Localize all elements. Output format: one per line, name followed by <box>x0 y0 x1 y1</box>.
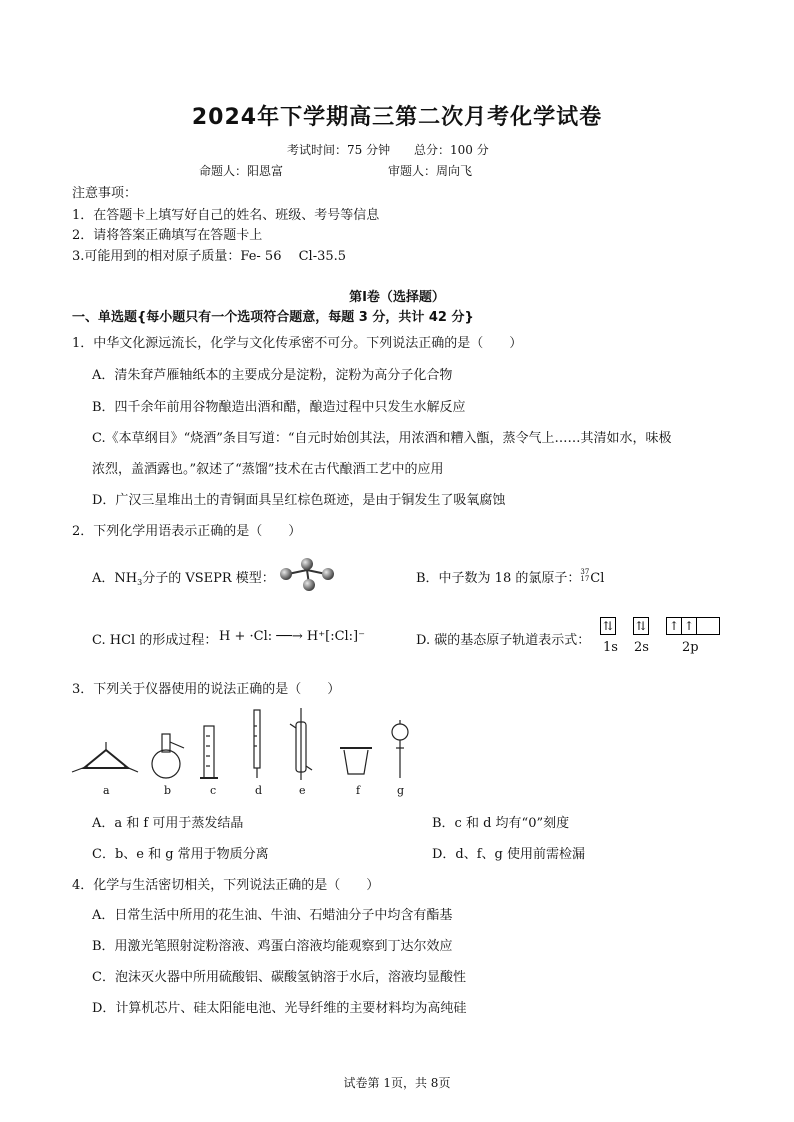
notes-heading: 注意事项： <box>72 186 138 201</box>
section-subtitle: 一、单选题{每小题只有一个选项符合题意，每题 3 分，共计 42 分} <box>72 310 474 325</box>
q4-option-d: D．计算机芯片、硅太阳能电池、光导纤维的主要材料均为高纯硅 <box>92 1001 467 1016</box>
q3-stem: 3．下列关于仪器使用的说法正确的是（ ） <box>72 682 341 697</box>
label-f: f <box>356 784 361 797</box>
label-b: b <box>164 784 172 797</box>
lab-apparatus-figure <box>70 706 420 782</box>
q1-option-a: A．清朱耷芦雁轴纸本的主要成分是淀粉，淀粉为高分子化合物 <box>92 368 453 383</box>
apparatus-c-graduated-cylinder <box>200 726 218 778</box>
label-e: e <box>299 784 306 797</box>
q1-stem: 1．中华文化源远流长，化学与文化传承密不可分。下列说法正确的是（ ） <box>72 336 523 351</box>
orbital-2s: ⇅ <box>633 617 649 635</box>
apparatus-a-clay-triangle <box>72 742 138 772</box>
q2-option-c: C. HCl 的形成过程： <box>92 633 218 648</box>
hcl-formation-formula: H + ·Cl: ──→ H⁺[:Cl:]⁻ <box>219 629 365 644</box>
exam-time: 考试时间：75 分钟 <box>287 143 391 157</box>
section-title: 第Ⅰ卷（选择题） <box>349 290 445 305</box>
label-d: d <box>255 784 263 797</box>
orbital-label-2p: 2p <box>682 640 699 655</box>
apparatus-b-distilling-flask <box>152 734 184 778</box>
q1-option-c: C.《本草纲目》“烧酒”条目写道：“自元时始创其法，用浓酒和糟入甑，蒸令气上……其清如水，味极 <box>92 431 672 446</box>
nh3-vsepr-model <box>276 556 338 592</box>
q4-option-a: A．日常生活中所用的花生油、牛油、石蜡油分子中均含有酯基 <box>92 908 453 923</box>
label-c: c <box>210 784 217 797</box>
apparatus-e-condenser <box>290 708 312 780</box>
q4-option-c: C．泡沫灭火器中所用硫酸铝、碳酸氢钠溶于水后，溶液均显酸性 <box>92 970 466 985</box>
q1-option-c-cont: 浓烈，盖酒露也。”叙述了“蒸馏”技术在古代酿酒工艺中的应用 <box>92 462 444 477</box>
page-footer: 试卷第 1页，共 8页 <box>343 1076 451 1090</box>
total-score: 总分：100 分 <box>414 143 489 157</box>
apparatus-g-separatory-funnel <box>392 720 408 778</box>
apparatus-d-burette <box>254 710 260 778</box>
orbital-2p-x: ↑ <box>666 617 682 635</box>
q4-stem: 4．化学与生活密切相关，下列说法正确的是（ ） <box>72 878 380 893</box>
orbital-2p-y: ↑ <box>681 617 697 635</box>
orbital-2p-z <box>696 617 720 635</box>
q2-option-a: A．$NH_3$分子的 VSEPR 模型： <box>92 571 275 587</box>
orbital-1s: ⇅ <box>600 617 616 635</box>
q2-option-b: B．中子数为 18 的氯原子：37 17Cl <box>416 568 605 586</box>
q2-option-d: D. 碳的基态原子轨道表示式： <box>416 633 591 648</box>
author: 命题人：阳恩富 <box>199 164 284 178</box>
note-item: 2．请将答案正确填写在答题卡上 <box>72 228 263 243</box>
q1-option-d: D．广汉三星堆出土的青铜面具呈红棕色斑迹，是由于铜发生了吸氧腐蚀 <box>92 493 506 508</box>
label-a: a <box>103 784 110 797</box>
q3-option-b: B．c 和 d 均有“0”刻度 <box>432 816 570 831</box>
note-item: 3.可能用到的相对原子质量：Fe- 56 Cl-35.5 <box>72 249 347 264</box>
q3-option-a: A．a 和 f 可用于蒸发结晶 <box>92 816 244 831</box>
reviewer: 审题人：周向飞 <box>388 164 473 178</box>
apparatus-f-crucible <box>340 748 372 774</box>
q4-option-b: B．用激光笔照射淀粉溶液、鸡蛋白溶液均能观察到丁达尔效应 <box>92 939 453 954</box>
orbital-label-1s: 1s <box>603 640 618 655</box>
q1-option-b: B．四千余年前用谷物酿造出酒和醋，酿造过程中只发生水解反应 <box>92 400 466 415</box>
orbital-label-2s: 2s <box>634 640 649 655</box>
q2-stem: 2．下列化学用语表示正确的是（ ） <box>72 524 302 539</box>
page-title: 2024年下学期高三第二次月考化学试卷 <box>191 105 603 130</box>
q3-option-d: D．d、f、g 使用前需检漏 <box>432 847 586 862</box>
label-g: g <box>397 784 405 797</box>
note-item: 1．在答题卡上填写好自己的姓名、班级、考号等信息 <box>72 208 380 223</box>
q3-option-c: C．b、e 和 g 常用于物质分离 <box>92 847 269 862</box>
